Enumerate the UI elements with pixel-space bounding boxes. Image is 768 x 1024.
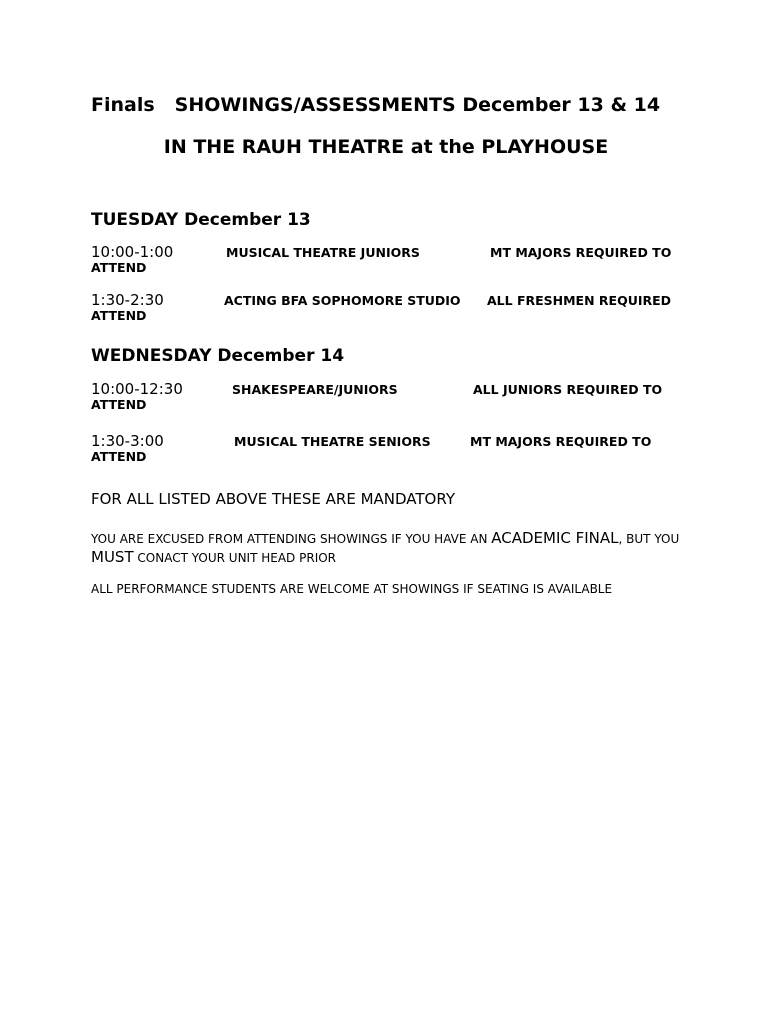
session-course: MUSICAL THEATRE JUNIORS: [226, 245, 420, 260]
session-course: ACTING BFA SOPHOMORE STUDIO: [224, 293, 461, 308]
academic-final-emphasis: ACADEMIC FINAL: [491, 529, 619, 547]
session-requirement: MT MAJORS REQUIRED TO: [490, 245, 672, 260]
session-requirement-continued: ATTEND: [91, 397, 147, 412]
session-time: 10:00-12:30: [91, 380, 183, 398]
title-text: SHOWINGS/ASSESSMENTS December 13 & 14: [174, 94, 661, 116]
session-requirement: ALL FRESHMEN REQUIRED: [487, 293, 672, 308]
document-title: [91, 93, 666, 117]
welcome-note: ALL PERFORMANCE STUDENTS ARE WELCOME AT SHOWINGS IF SEATING IS AVAILABLE: [91, 582, 613, 596]
finals-label: Finals: [91, 94, 155, 116]
session-time: 1:30-2:30: [91, 291, 164, 309]
day-heading-tuesday: TUESDAY December 13: [91, 210, 311, 230]
session-requirement-continued: ATTEND: [91, 449, 147, 464]
session-time: 10:00-1:00: [91, 243, 174, 261]
excuse-note: [91, 529, 681, 567]
must-emphasis: MUST: [91, 548, 134, 566]
session-row: [91, 291, 681, 325]
session-row: [91, 432, 681, 466]
session-course: SHAKESPEARE/JUNIORS: [232, 382, 398, 397]
session-requirement-continued: ATTEND: [91, 260, 147, 275]
session-row: [91, 380, 681, 414]
excuse-note-text: CONACT YOUR UNIT HEAD PRIOR: [133, 551, 337, 565]
session-requirement-continued: ATTEND: [91, 308, 147, 323]
session-row: [91, 243, 681, 277]
session-course: MUSICAL THEATRE SENIORS: [234, 434, 431, 449]
excuse-note-text: , BUT YOU: [618, 532, 680, 546]
venue-subtitle: IN THE RAUH THEATRE at the PLAYHOUSE: [163, 136, 609, 158]
session-requirement: MT MAJORS REQUIRED TO: [470, 434, 652, 449]
mandatory-note: FOR ALL LISTED ABOVE THESE ARE MANDATORY: [91, 490, 455, 508]
excuse-note-text: YOU ARE EXCUSED FROM ATTENDING SHOWINGS IF YOU HAVE AN: [91, 532, 492, 546]
day-heading-wednesday: WEDNESDAY December 14: [91, 346, 345, 366]
session-time: 1:30-3:00: [91, 432, 164, 450]
session-requirement: ALL JUNIORS REQUIRED TO: [473, 382, 663, 397]
document-page: [91, 93, 681, 598]
